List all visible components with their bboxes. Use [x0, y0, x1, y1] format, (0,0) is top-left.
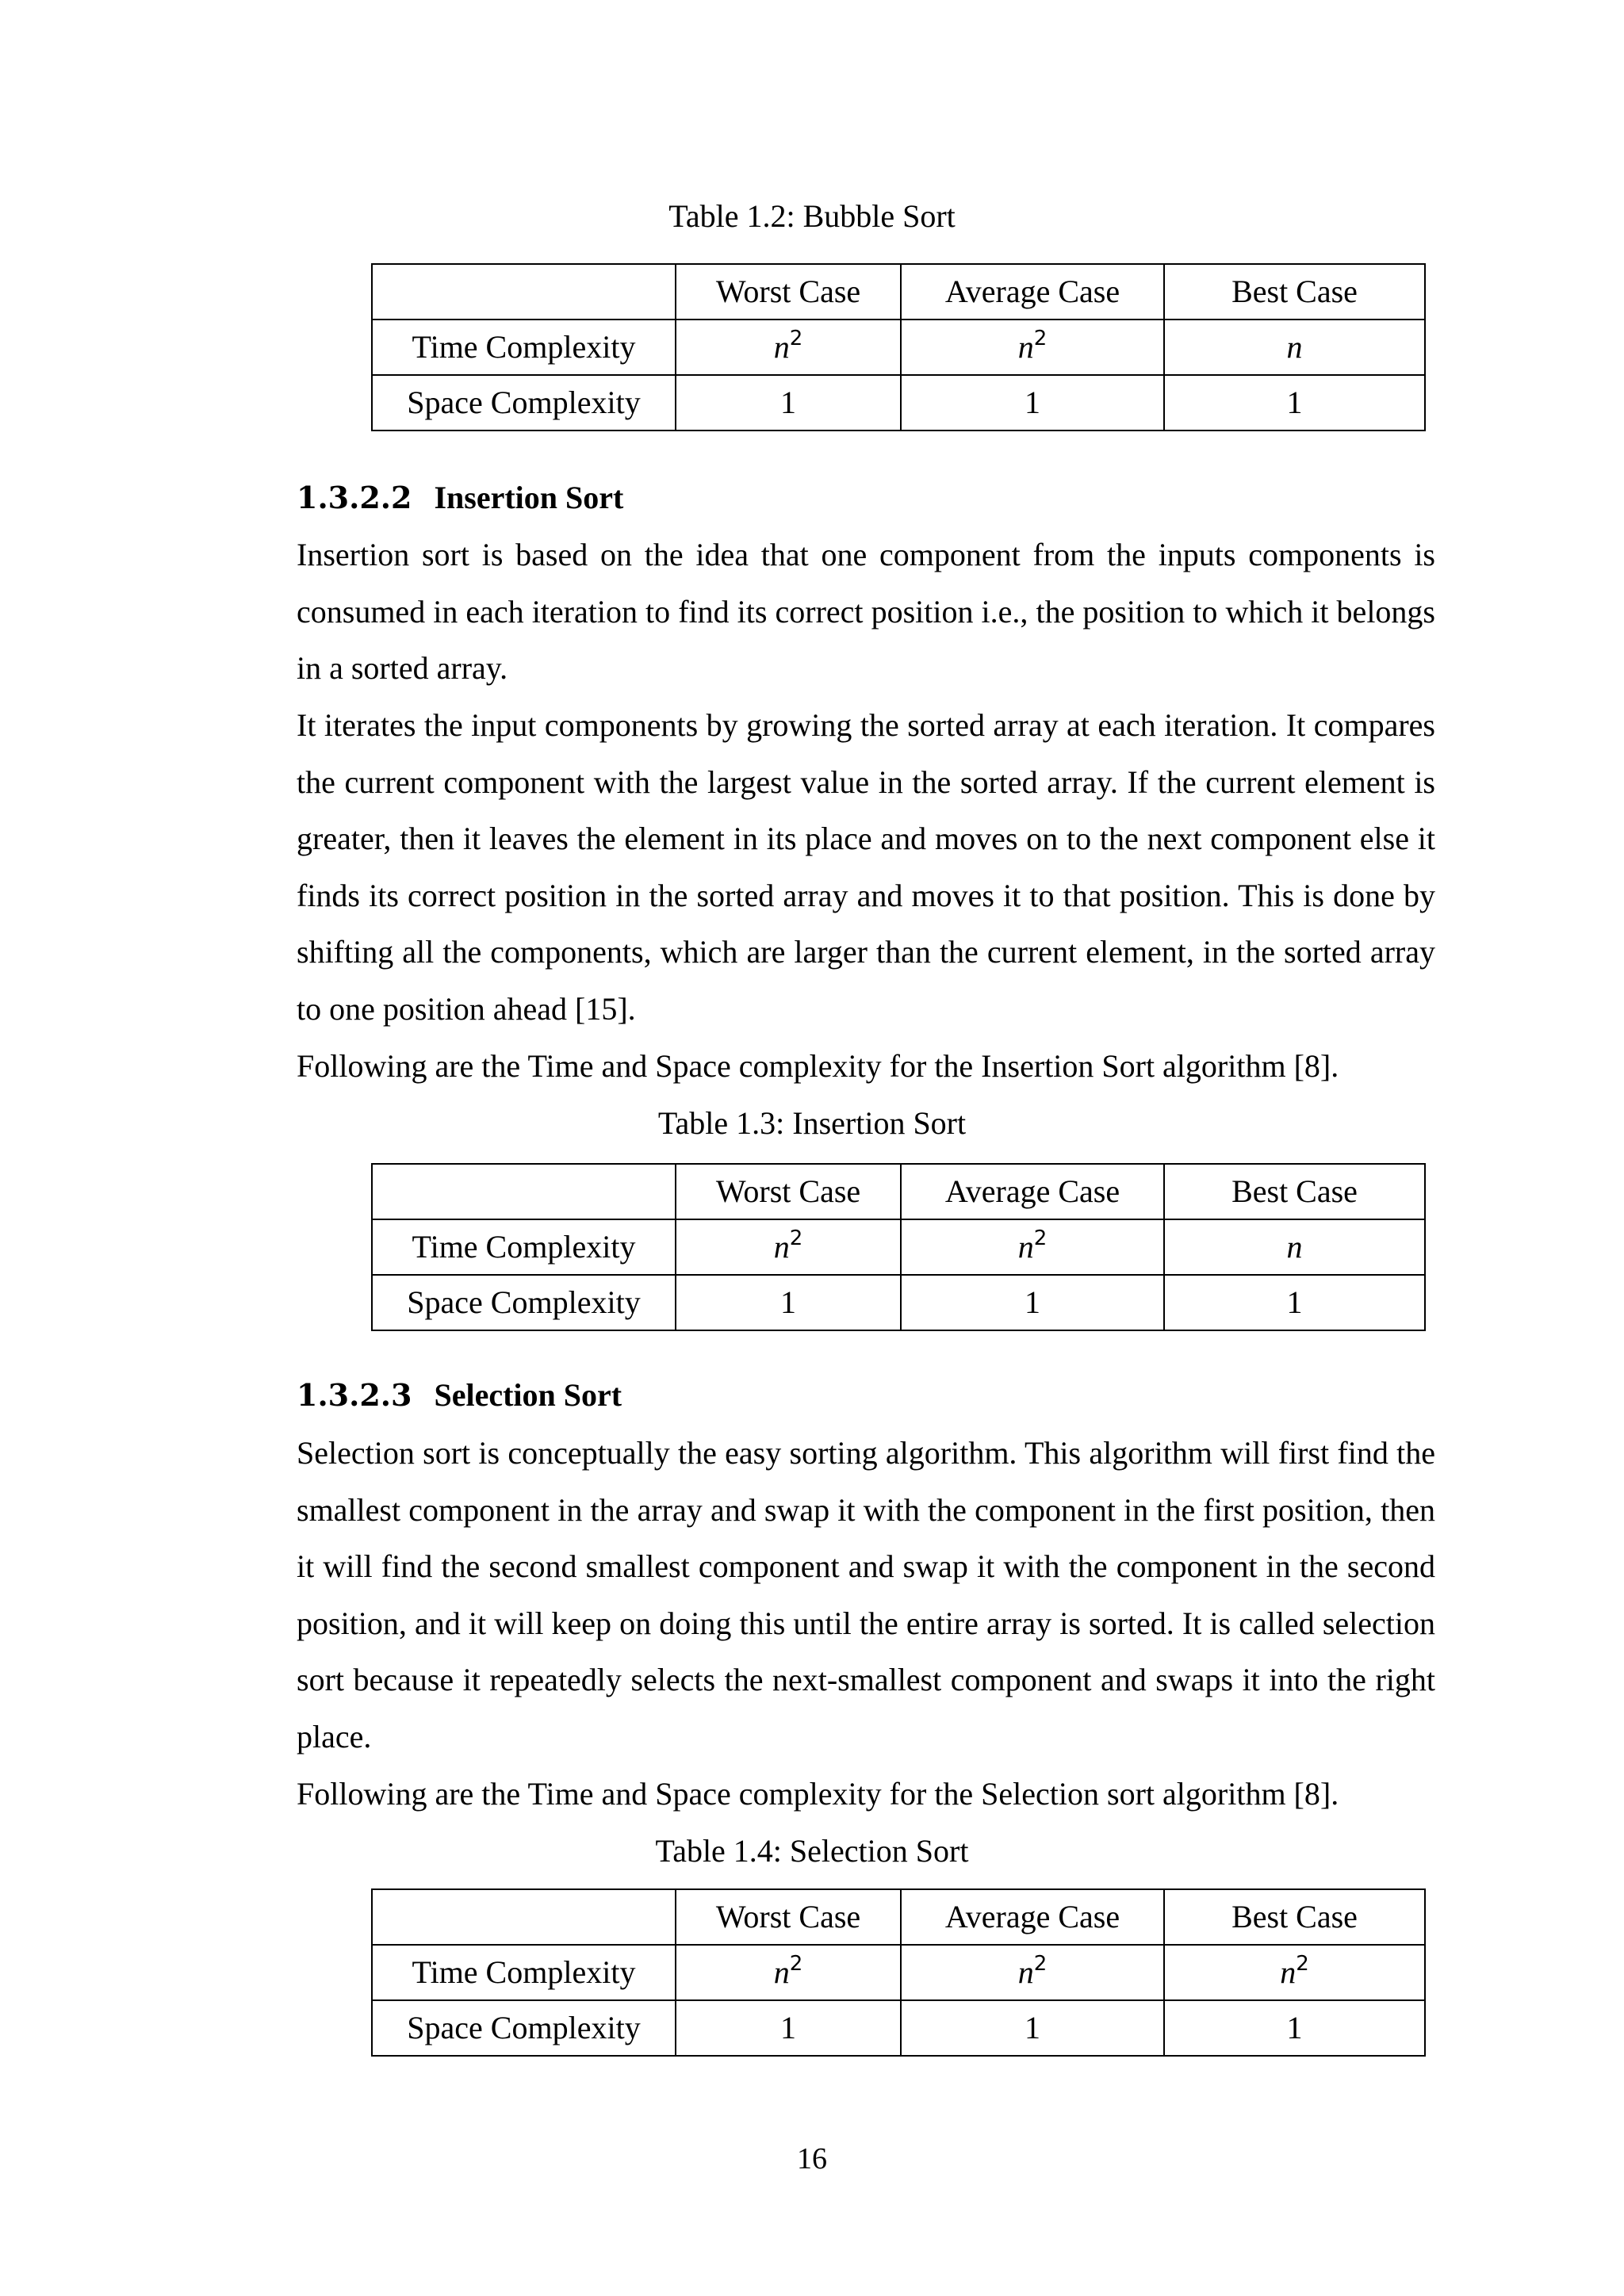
table-caption: Table 1.4: Selection Sort: [655, 1833, 969, 1869]
table-cell: [676, 1945, 901, 2000]
cell-exponent: 2: [1033, 1226, 1048, 1250]
cell-base: n: [773, 1229, 790, 1265]
table-cell: 1: [901, 1275, 1164, 1330]
table-cell: 1: [1164, 2000, 1425, 2056]
section-heading: [297, 478, 623, 518]
row-label: Space Complexity: [372, 2000, 676, 2056]
complexity-table: [371, 263, 1426, 431]
table-header-cell: [372, 1164, 676, 1219]
table-cell: 1: [1164, 1275, 1425, 1330]
cell-exponent: 2: [789, 1226, 803, 1250]
cell-exponent: 2: [789, 327, 803, 350]
row-label: Time Complexity: [372, 320, 676, 375]
body-paragraph: Insertion sort is based on the idea that one component from the inputs components is consumed in each iteration to find its correct position i.e., the position to which it belongs in a sorted array.: [297, 537, 1435, 686]
section-number: 1.3.2.2: [297, 480, 412, 515]
table-row: [372, 375, 1425, 430]
section-heading: [297, 1376, 622, 1415]
cell-base: n: [773, 1954, 790, 1990]
table-intro-line: Following are the Time and Space complexity for the Selection sort algorithm [8].: [297, 1776, 1339, 1812]
table-row: [372, 2000, 1425, 2056]
table-header-cell: [372, 1889, 676, 1945]
table-cell: [901, 1219, 1164, 1275]
table-header-row: [372, 1164, 1425, 1219]
table-cell: 1: [901, 375, 1164, 430]
table-header-cell: Average Case: [901, 1889, 1164, 1945]
table-header-cell: [372, 264, 676, 320]
table-cell: 1: [676, 375, 901, 430]
complexity-table: [371, 1888, 1426, 2057]
table-row: [372, 1275, 1425, 1330]
table-intro-line: Following are the Time and Space complexity for the Insertion Sort algorithm [8].: [297, 1048, 1339, 1084]
body-paragraph: Selection sort is conceptually the easy sorting algorithm. This algorithm will first find the smallest component in the array and swap it with the component in the first position, then it will find the second smallest component and swap it with the component in the second position, and it will keep on doing this until the entire array is sorted. It is called selection sort because it repeatedly selects the next-smallest component and swaps it into the right place.: [297, 1435, 1435, 1755]
table-cell: 1: [676, 2000, 901, 2056]
table-cell: 1: [901, 2000, 1164, 2056]
table-header-cell: Best Case: [1164, 1164, 1425, 1219]
table-row: [372, 1945, 1425, 2000]
table-header-row: [372, 1889, 1425, 1945]
table-cell: [1164, 320, 1425, 375]
table-cell: [676, 320, 901, 375]
row-label: Time Complexity: [372, 1945, 676, 2000]
row-label: Time Complexity: [372, 1219, 676, 1275]
table-header-cell: Worst Case: [676, 1889, 901, 1945]
cell-base: n: [1286, 1229, 1303, 1265]
complexity-table: [371, 1163, 1426, 1331]
table-header-cell: Average Case: [901, 264, 1164, 320]
table-cell: [1164, 1945, 1425, 2000]
cell-base: n: [773, 329, 790, 365]
table-cell: [901, 1945, 1164, 2000]
table-header-cell: Best Case: [1164, 1889, 1425, 1945]
table-row: [372, 320, 1425, 375]
table-caption: Table 1.2: Bubble Sort: [668, 198, 956, 234]
table-cell: 1: [1164, 375, 1425, 430]
cell-exponent: 2: [789, 1952, 803, 1976]
table-cell: [1164, 1219, 1425, 1275]
row-label: Space Complexity: [372, 1275, 676, 1330]
page-number: 16: [797, 2142, 827, 2175]
cell-exponent: 2: [1033, 327, 1048, 350]
cell-base: n: [1286, 329, 1303, 365]
section-number: 1.3.2.3: [297, 1377, 412, 1413]
section-title: Insertion Sort: [434, 480, 624, 515]
table-header-cell: Best Case: [1164, 264, 1425, 320]
table-header-cell: Worst Case: [676, 264, 901, 320]
table-row: [372, 1219, 1425, 1275]
body-paragraph: It iterates the input components by growing the sorted array at each iteration. It compares the current component with the largest value in the sorted array. If the current element is greater, then it leaves the element in its place and moves on to the next component else it finds its correct position in the sorted array and moves it to that position. This is done by shifting all the components, which are larger than the current element, in the sorted array to one position ahead [15].: [297, 707, 1435, 1027]
section-title: Selection Sort: [434, 1377, 622, 1413]
table-header-cell: Average Case: [901, 1164, 1164, 1219]
table-cell: 1: [676, 1275, 901, 1330]
cell-base: n: [1017, 1954, 1034, 1990]
table-cell: [901, 320, 1164, 375]
cell-base: n: [1017, 1229, 1034, 1265]
cell-base: n: [1280, 1954, 1297, 1990]
cell-exponent: 2: [1296, 1952, 1309, 1976]
table-header-cell: Worst Case: [676, 1164, 901, 1219]
cell-exponent: 2: [1033, 1952, 1048, 1976]
cell-base: n: [1017, 329, 1034, 365]
row-label: Space Complexity: [372, 375, 676, 430]
table-header-row: [372, 264, 1425, 320]
table-caption: Table 1.3: Insertion Sort: [657, 1105, 967, 1141]
table-cell: [676, 1219, 901, 1275]
